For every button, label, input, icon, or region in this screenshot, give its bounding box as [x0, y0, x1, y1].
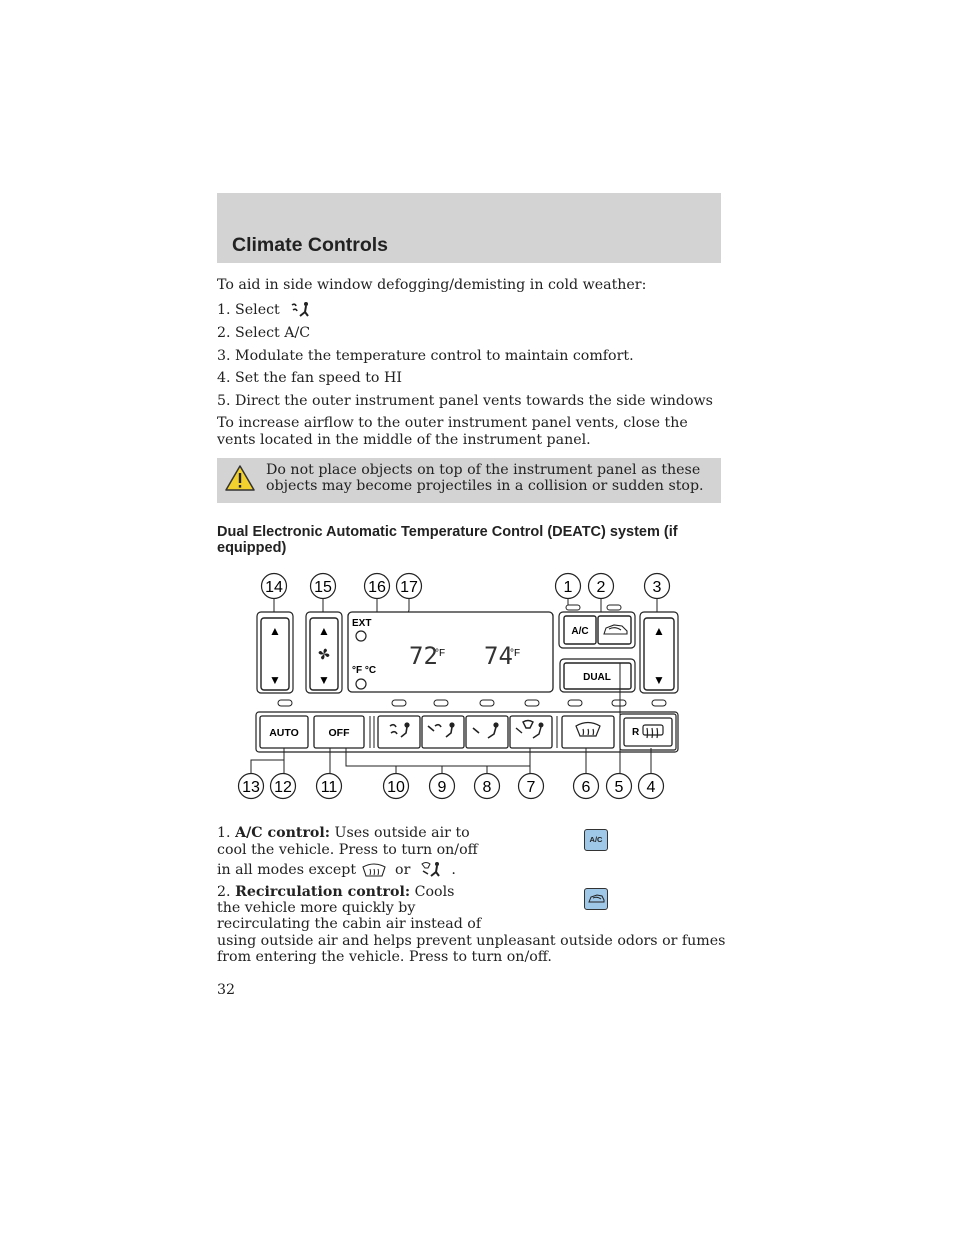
driver-temp-readout: 72 — [409, 642, 438, 670]
callout-13 — [239, 774, 264, 799]
callout-8 — [475, 774, 500, 799]
step-2: 2. Select A/C — [217, 325, 311, 341]
callout-1 — [556, 574, 581, 599]
ext-label: EXT — [352, 618, 372, 629]
svg-text:16: 16 — [368, 579, 386, 596]
panel-mode-button[interactable] — [378, 716, 420, 748]
svg-text:10: 10 — [387, 779, 405, 796]
recirc-control-line-3: recirculating the cabin air instead of — [217, 916, 482, 932]
unit-toggle-button[interactable] — [356, 679, 366, 689]
passenger-temp-up-icon: ▲ — [653, 624, 665, 638]
callout-4 — [639, 774, 664, 799]
svg-text:5: 5 — [614, 779, 624, 796]
recirc-control-line-1: 2. Recirculation control: Cools — [217, 884, 455, 900]
driver-temp-unit: °F — [435, 648, 446, 659]
ac-control-line-2: cool the vehicle. Press to turn on/off — [217, 842, 478, 858]
ac-button-label: A/C — [571, 626, 589, 637]
step-5: 5. Direct the outer instrument panel vents towards the side windows — [217, 393, 713, 409]
svg-text:9: 9 — [437, 779, 447, 796]
floor-mode-button[interactable] — [466, 716, 508, 748]
floor-defrost-mode-icon — [284, 301, 314, 319]
auto-button-label: AUTO — [269, 727, 299, 739]
callout-5 — [607, 774, 632, 799]
callout-10 — [384, 774, 409, 799]
rear-defrost-label: R — [632, 727, 640, 738]
recirculation-car-icon — [585, 889, 607, 909]
fan-up-icon: ▲ — [318, 624, 330, 638]
deatc-control-panel-diagram — [230, 568, 700, 808]
svg-text:11: 11 — [320, 779, 338, 796]
recirculation-button-badge — [584, 888, 608, 910]
warning-triangle-icon — [224, 464, 256, 492]
dual-button-label: DUAL — [583, 672, 611, 683]
recirc-control-line-2: the vehicle more quickly by — [217, 900, 416, 916]
warning-box — [217, 458, 721, 503]
callout-14 — [262, 574, 287, 599]
page-number: 32 — [217, 982, 236, 998]
recirc-control-line-5: from entering the vehicle. Press to turn on/off. — [217, 949, 552, 965]
svg-text:3: 3 — [652, 579, 662, 596]
step-1 — [217, 301, 314, 319]
section-heading: Dual Electronic Automatic Temperature Control (DEATC) system (if equipped) — [217, 524, 678, 556]
driver-temp-down-icon: ▼ — [269, 673, 281, 687]
recirc-control-line-4: using outside air and helps prevent unpleasant outside odors or fumes — [217, 933, 726, 949]
callout-6 — [574, 774, 599, 799]
intro-text: To aid in side window defogging/demisting in cold weather: — [217, 277, 647, 293]
page-title: Climate Controls — [232, 234, 389, 256]
svg-text:12: 12 — [274, 779, 292, 796]
callout-9 — [430, 774, 455, 799]
ac-control-line-3: in all modes except or . — [217, 862, 456, 878]
svg-text:2: 2 — [596, 579, 606, 596]
windshield-defrost-icon — [361, 862, 387, 878]
svg-text:8: 8 — [482, 779, 492, 796]
ac-button-badge: A/C — [584, 829, 608, 851]
callout-11 — [317, 774, 342, 799]
unit-toggle-label: °F °C — [352, 665, 377, 676]
floor-defrost-mode-icon — [419, 861, 443, 879]
passenger-temp-unit: °F — [510, 648, 521, 659]
step-1-label: 1. Select — [217, 302, 280, 318]
ac-control-line-1: 1. A/C control: Uses outside air to — [217, 825, 470, 841]
indicator-lights-row — [278, 700, 666, 706]
callout-17 — [397, 574, 422, 599]
svg-text:17: 17 — [400, 579, 418, 596]
off-button-label: OFF — [328, 727, 350, 739]
passenger-temp-readout: 74 — [484, 642, 513, 670]
svg-text:4: 4 — [646, 779, 656, 796]
svg-text:1: 1 — [563, 579, 573, 596]
temperature-display — [348, 612, 553, 692]
recirc-control-title: Recirculation control: — [235, 884, 411, 900]
svg-text:6: 6 — [581, 779, 591, 796]
callout-12 — [271, 774, 296, 799]
panel-floor-mode-button[interactable] — [422, 716, 464, 748]
svg-text:14: 14 — [265, 579, 283, 596]
warning-text: Do not place objects on top of the instrument panel as these objects may become projectiles in a collision or sudden stop. — [266, 462, 704, 494]
svg-text:13: 13 — [242, 779, 260, 796]
svg-text:7: 7 — [526, 779, 536, 796]
callout-16 — [365, 574, 390, 599]
ext-button[interactable] — [356, 631, 366, 641]
ac-control-title: A/C control: — [235, 825, 331, 841]
callout-7 — [519, 774, 544, 799]
driver-temp-up-icon: ▲ — [269, 624, 281, 638]
callout-3 — [645, 574, 670, 599]
svg-text:15: 15 — [314, 579, 332, 596]
callout-2 — [589, 574, 614, 599]
step-3: 3. Modulate the temperature control to maintain comfort. — [217, 348, 634, 364]
step-4: 4. Set the fan speed to HI — [217, 370, 402, 386]
passenger-temp-down-icon: ▼ — [653, 673, 665, 687]
airflow-paragraph: To increase airflow to the outer instrument panel vents, close the vents located in the middle of the instrument panel. — [217, 415, 688, 448]
callout-15 — [311, 574, 336, 599]
fan-down-icon: ▼ — [318, 673, 330, 687]
header-band — [217, 193, 721, 263]
